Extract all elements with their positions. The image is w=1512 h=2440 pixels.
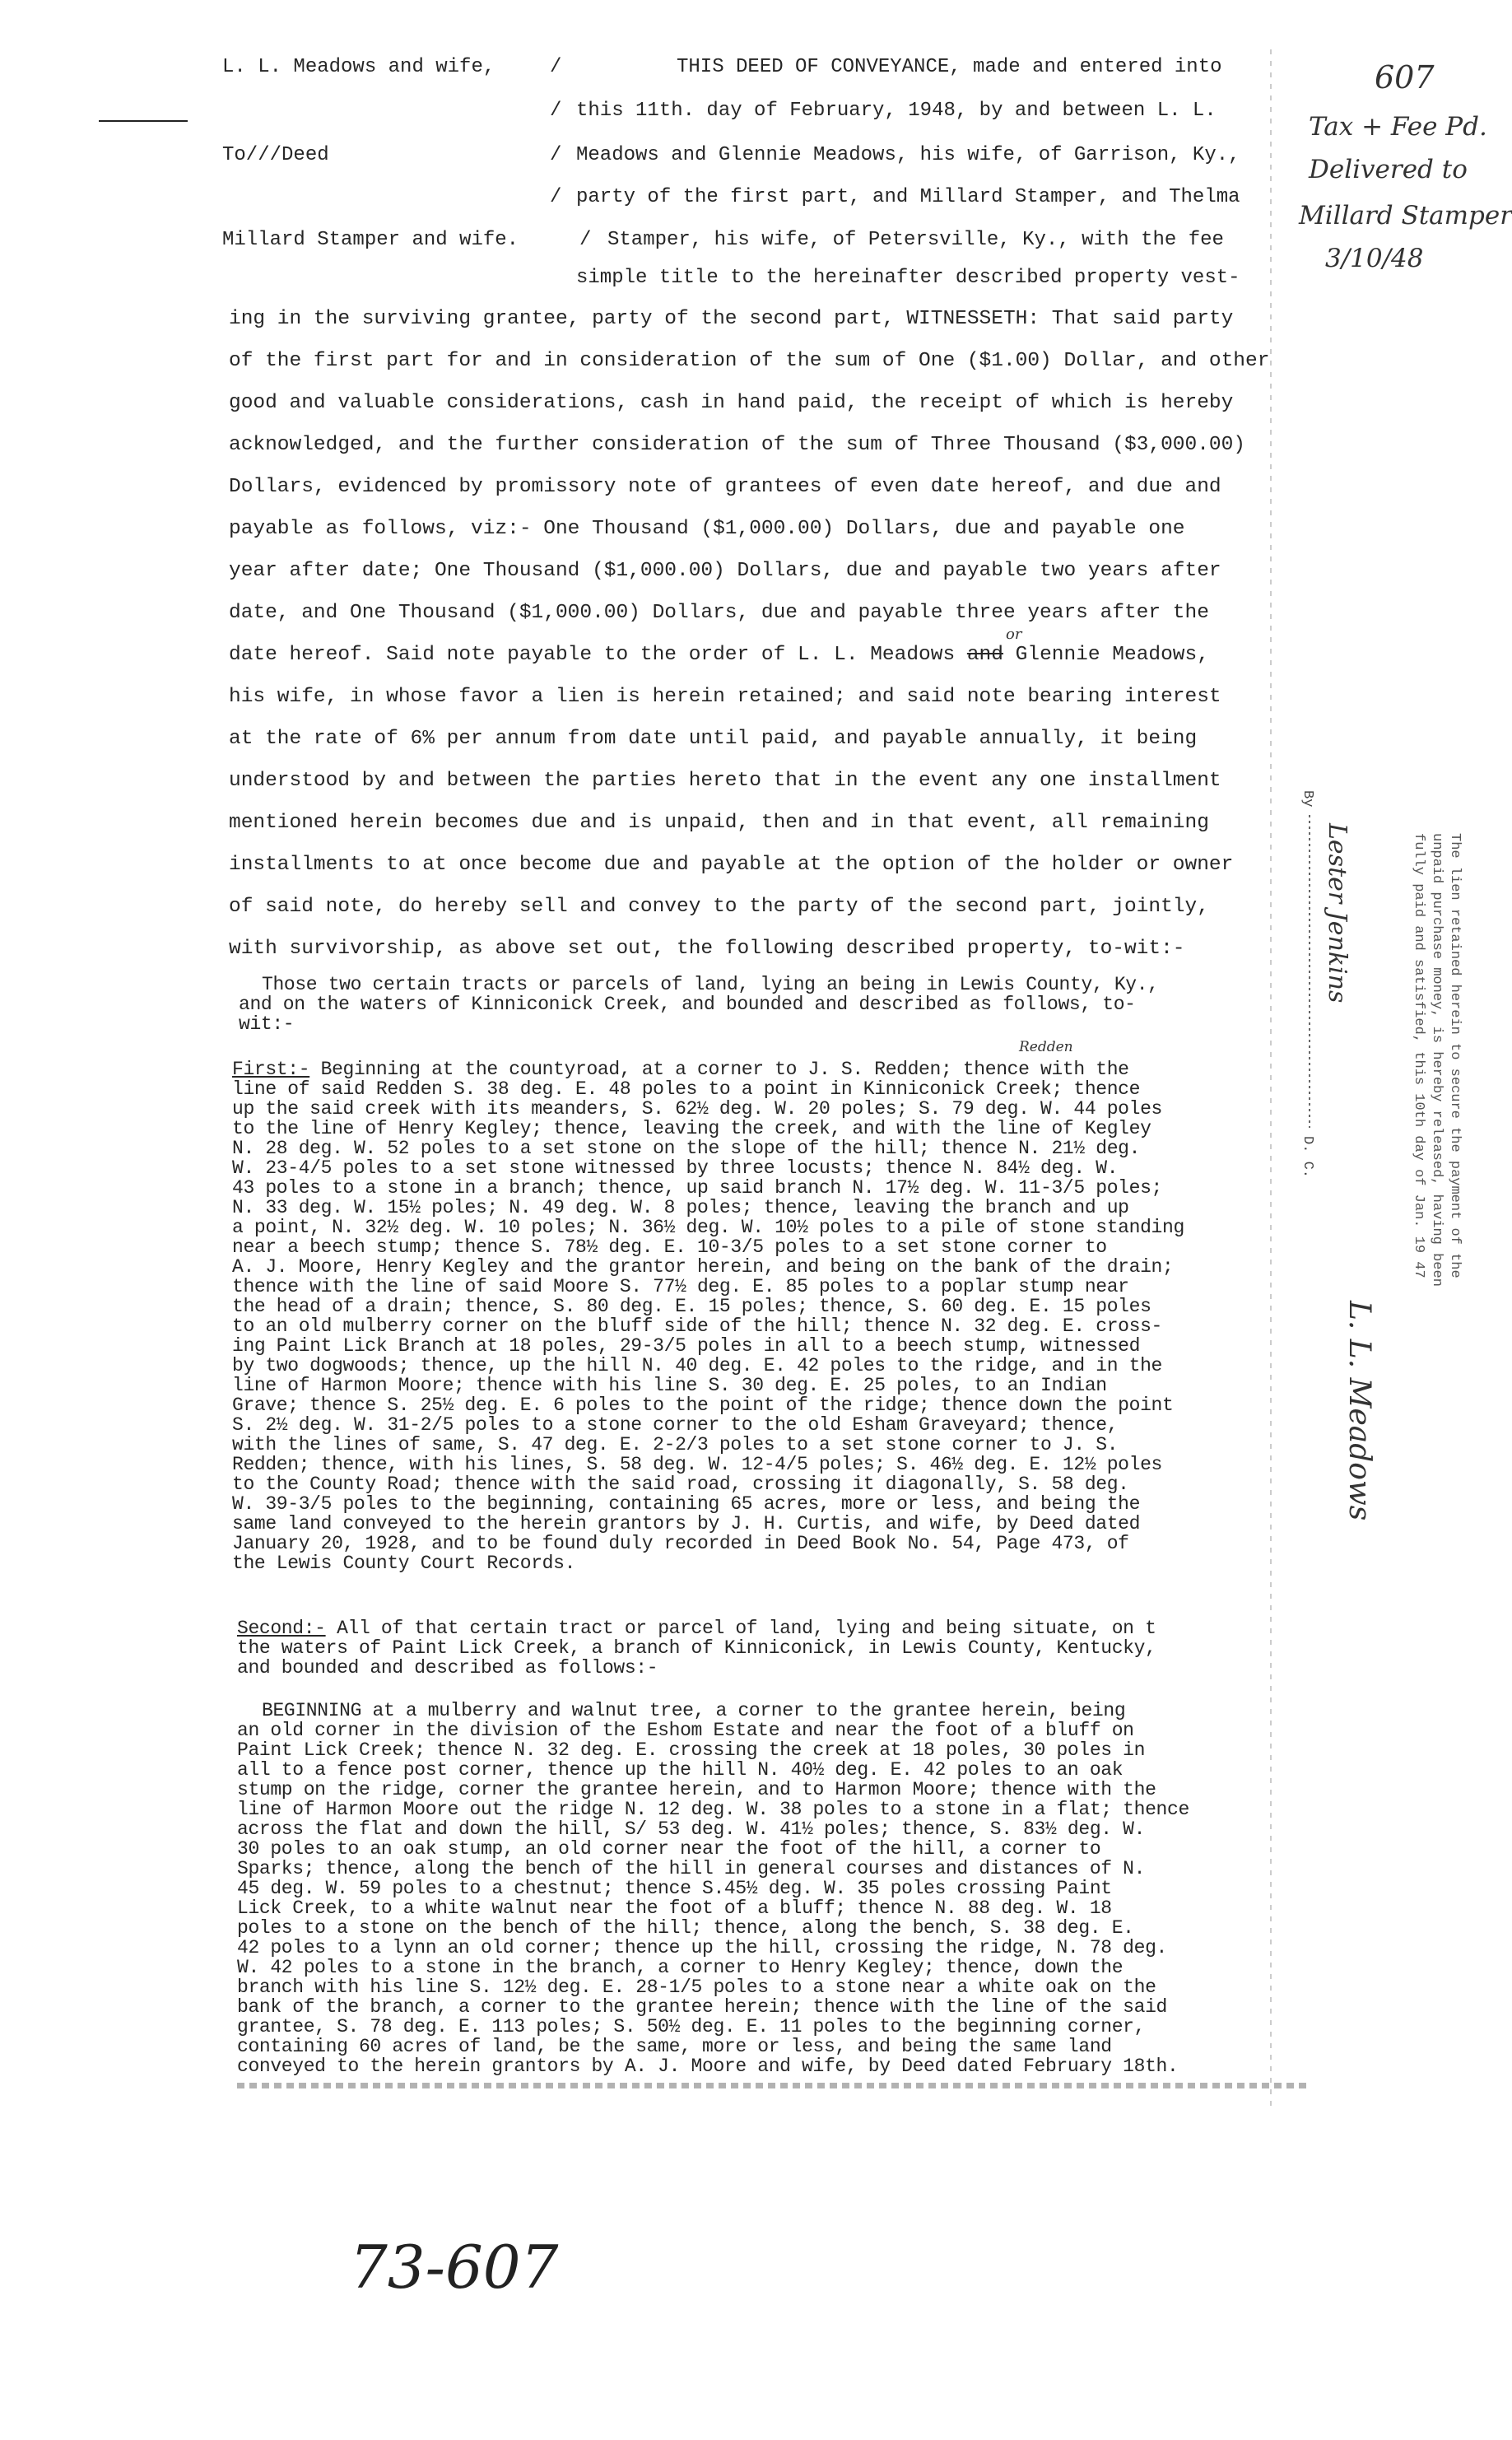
header-slash: /	[550, 56, 562, 78]
text-line: across the flat and down the hill, S/ 53 deg. W. 41½ poles; thence, S. 83½ deg. W.	[237, 1818, 1146, 1840]
margin-note-line: 3/10/48	[1325, 244, 1424, 273]
text-line: to an old mulberry corner on the bluff side of the hill; thence N. 32 deg. E. cross-	[232, 1315, 1162, 1337]
text-line: BEGINNING at a mulberry and walnut tree, a corner to the grantee herein, being	[262, 1700, 1126, 1721]
margin-note-line: Tax + Fee Pd.	[1309, 112, 1487, 142]
lien-note-line: fully paid and satisfied, this 10th day of Jan. 19 47	[1411, 833, 1426, 1278]
text-line: up the said creek with its meanders, S. 62½ deg. W. 20 poles; S. 79 deg. W. 44 poles	[232, 1098, 1162, 1120]
text-line: the Lewis County Court Records.	[232, 1553, 576, 1574]
body-line: with survivorship, as above set out, the following described property, to-wit:-	[229, 938, 1185, 960]
text-line: thence with the line of said Moore S. 77½ deg. E. 85 poles to a poplar stump near	[232, 1276, 1129, 1297]
text-line: by two dogwoods; thence, up the hill N. 40 deg. E. 42 poles to the ridge, and in the	[232, 1355, 1162, 1376]
text-line: N. 33 deg. W. 15½ poles; N. 49 deg. W. 8 poles; thence, leaving the branch and up	[232, 1197, 1129, 1218]
body-line: year after date; One Thousand ($1,000.00) Dollars, due and payable two years after	[229, 560, 1221, 582]
body-line: mentioned herein becomes due and is unpaid, then and in that event, all remaining	[229, 812, 1209, 834]
text-line: stump on the ridge, corner the grantee herein, and to Harmon Moore; thence with the	[237, 1779, 1156, 1800]
text-line: conveyed to the herein grantors by A. J. Moore and wife, by Deed dated February 18th.	[237, 2056, 1179, 2077]
first-label: First:-	[232, 1059, 310, 1080]
lien-note-line: The lien retained herein to secure the payment of the	[1447, 833, 1463, 1278]
intro-line: party of the first part, and Millard Stamper, and Thelma	[576, 186, 1240, 208]
text-line: 30 poles to an oak stump, an old corner near the foot of the hill, a corner to	[237, 1838, 1101, 1860]
text-line: Redden; thence, with his lines, S. 58 deg. W. 12-4/5 poles; S. 46½ deg. E. 12½ poles	[232, 1454, 1162, 1475]
text-line: W. 39-3/5 poles to the beginning, containing 65 acres, more or less, and being the	[232, 1493, 1141, 1515]
text-line: grantee, S. 78 deg. E. 113 poles; S. 50½ deg. E. 11 poles to the beginning corner,	[237, 2016, 1146, 2037]
text-line: the waters of Paint Lick Creek, a branch of Kinniconick, in Lewis County, Kentucky,	[237, 1637, 1156, 1659]
text-line: and on the waters of Kinniconick Creek, and bounded and described as follows, to-	[239, 994, 1136, 1015]
text-line: line of said Redden S. 38 deg. E. 48 poles to a point in Kinniconick Creek; thence	[232, 1078, 1141, 1100]
text-line: A. J. Moore, Henry Kegley and the grantor herein, and being on the bank of the drain;	[232, 1256, 1174, 1278]
header-slash: /	[550, 144, 562, 166]
footer-number: 73-607	[350, 2233, 559, 2302]
text-line: bank of the branch, a corner to the grantee herein; thence with the line of the said	[237, 1996, 1167, 2018]
intro-line: Stamper, his wife, of Petersville, Ky., with the fee	[607, 229, 1224, 251]
intro-line: THIS DEED OF CONVEYANCE, made and entered into	[677, 56, 1222, 78]
text-line: all to a fence post corner, thence up the hill N. 40½ deg. E. 42 poles to an oak	[237, 1759, 1124, 1781]
inserted-redden: Redden	[1019, 1039, 1073, 1055]
clerk-signature: Lester Jenkins	[1323, 823, 1351, 1003]
text-line: and bounded and described as follows:-	[237, 1657, 658, 1679]
text-line: Grave; thence S. 25½ deg. E. 6 poles to the point of the ridge; thence down the point	[232, 1395, 1174, 1416]
text-line: containing 60 acres of land, be the same, more or less, and being the same land	[237, 2036, 1112, 2057]
cutoff-line-fragment	[237, 2083, 1307, 2088]
body-line: payable as follows, viz:- One Thousand ($1,000.00) Dollars, due and payable one	[229, 518, 1185, 540]
margin-rule	[99, 120, 188, 122]
body-line: of the first part for and in consideration of the sum of One ($1.00) Dollar, and other	[229, 350, 1270, 372]
body-line: at the rate of 6% per annum from date until paid, and payable annually, it being	[229, 728, 1198, 750]
to-deed-label: To///Deed	[222, 144, 329, 166]
body-line: understood by and between the parties hereto that in the event any one installment	[229, 770, 1221, 792]
text-line: 43 poles to a stone in a branch; thence, up said branch N. 17½ deg. W. 11-3/5 poles;	[232, 1177, 1162, 1199]
text-line: ing Paint Lick Branch at 18 poles, 29-3/5 poles in all to a beech stump, witnessed	[232, 1335, 1141, 1357]
second-tract	[237, 1618, 1156, 1678]
beginning-description	[237, 1701, 1189, 2076]
text-line: Beginning at the countyroad, at a corner to J. S. Redden; thence with the	[309, 1059, 1129, 1080]
text-line: Paint Lick Creek; thence N. 32 deg. E. crossing the creek at 18 poles, 30 poles in	[237, 1739, 1146, 1761]
text-line: N. 28 deg. W. 52 poles to a set stone on the slope of the hill; thence N. 21½ deg.	[232, 1138, 1141, 1159]
body-line: good and valuable considerations, cash in hand paid, the receipt of which is hereby	[229, 392, 1234, 414]
header-slash: /	[550, 100, 562, 122]
text-line: to the County Road; thence with the said road, crossing it diagonally, S. 58 deg.	[232, 1474, 1129, 1495]
text-line: an old corner in the division of the Eshom Estate and near the foot of a bluff on	[237, 1720, 1134, 1741]
intro-line: simple title to the hereinafter described property vest-	[576, 267, 1240, 289]
lien-release-note	[1409, 833, 1463, 1287]
page-number: 607	[1375, 59, 1435, 95]
grantors-label: L. L. Meadows and wife,	[222, 56, 495, 78]
text-line: poles to a stone on the bench of the hill; thence, along the bench, S. 38 deg. E.	[237, 1917, 1134, 1939]
text-line: Lick Creek, to a white walnut near the foot of a bluff; thence N. 88 deg. W. 18	[237, 1898, 1112, 1919]
tracts-intro	[239, 975, 1159, 1034]
text-line: same land conveyed to the herein grantors by J. H. Curtis, and wife, by Deed dated	[232, 1513, 1141, 1534]
text-line: to the line of Henry Kegley; thence, leaving the creek, and with the line of Kegley	[232, 1118, 1151, 1139]
body-line: Dollars, evidenced by promissory note of grantees of even date hereof, and due and	[229, 476, 1221, 498]
by-label: By	[1300, 790, 1315, 808]
text-line: Those two certain tracts or parcels of land, lying an being in Lewis County, Ky.,	[262, 974, 1159, 995]
margin-note-line: Delivered to	[1309, 155, 1468, 184]
body-line: installments to at once become due and payable at the option of the holder or owner	[229, 854, 1234, 876]
text-line: line of Harmon Moore; thence with his line S. 30 deg. E. 25 poles, to an Indian	[232, 1375, 1107, 1396]
header-slash: /	[579, 229, 592, 251]
text-line: wit:-	[239, 1013, 295, 1035]
lien-signature: L. L. Meadows	[1342, 1301, 1376, 1521]
text-line: branch with his line S. 12½ deg. E. 28-1/5 poles to a stone near a white oak on the	[237, 1977, 1156, 1998]
body-line: acknowledged, and the further consideration of the sum of Three Thousand ($3,000.00)	[229, 434, 1246, 456]
intro-line: Meadows and Glennie Meadows, his wife, of Garrison, Ky.,	[576, 144, 1240, 166]
text-line: 42 poles to a lynn an old corner; thence up the hill, crossing the ridge, N. 78 deg.	[237, 1937, 1167, 1958]
text-line: W. 23-4/5 poles to a set stone witnessed by three locusts; thence N. 84½ deg. W.	[232, 1157, 1119, 1179]
margin-note-line: Millard Stamper	[1299, 201, 1512, 230]
first-tract	[232, 1059, 1184, 1573]
text-line: with the lines of same, S. 47 deg. E. 2-2/3 poles to a set stone corner to J. S.	[232, 1434, 1119, 1455]
text-line: a point, N. 32½ deg. W. 10 poles; N. 36½ deg. W. 10½ poles to a pile of stone standing	[232, 1217, 1184, 1238]
body-line: of said note, do hereby sell and convey to the party of the second part, jointly,	[229, 896, 1209, 918]
second-label: Second:-	[237, 1618, 326, 1639]
grantees-label: Millard Stamper and wife.	[222, 229, 519, 251]
lien-note-line: unpaid purchase money, is hereby released, having been	[1429, 833, 1445, 1287]
text-line: the head of a drain; thence, S. 80 deg. E. 15 poles; thence, S. 60 deg. E. 15 poles	[232, 1296, 1151, 1317]
header-slash: /	[550, 186, 562, 208]
body-line-edited: date hereof. Said note payable to the order of L. L. Meadows and Glennie Meadows,	[229, 644, 1209, 666]
text-line: Sparks; thence, along the bench of the hill in general courses and distances of N.	[237, 1858, 1146, 1879]
body-line: ing in the surviving grantee, party of the second part, WITNESSETH: That said party	[229, 308, 1234, 330]
struck-word: and	[966, 644, 1003, 666]
intro-line: this 11th. day of February, 1948, by and between L. L.	[576, 100, 1217, 122]
text-line: near a beech stump; thence S. 78½ deg. E. 10-3/5 poles to a set stone corner to	[232, 1236, 1107, 1258]
text-line: line of Harmon Moore out the ridge N. 12 deg. W. 38 poles to a stone in a flat; thence	[237, 1799, 1189, 1820]
text-line: All of that certain tract or parcel of land, lying and being situate, on t	[325, 1618, 1156, 1639]
text-line: January 20, 1928, and to be found duly recorded in Deed Book No. 54, Page 473, of	[232, 1533, 1129, 1554]
text-line: W. 42 poles to a stone in the branch, a corner to Henry Kegley; thence, down the	[237, 1957, 1124, 1978]
text-line: S. 2½ deg. W. 31-2/5 poles to a stone corner to the old Esham Graveyard; thence,	[232, 1414, 1119, 1436]
inserted-or: or	[1006, 626, 1022, 643]
text-line: 45 deg. W. 59 poles to a chestnut; thence S.45½ deg. W. 35 poles crossing Paint	[237, 1878, 1112, 1899]
body-line: his wife, in whose favor a lien is herein retained; and said note bearing interest	[229, 686, 1221, 708]
clerk-dotted-line	[1309, 815, 1310, 1128]
margin-border	[1270, 49, 1272, 2107]
body-line: date, and One Thousand ($1,000.00) Dollars, due and payable three years after the	[229, 602, 1209, 624]
dc-label: D. C.	[1300, 1136, 1315, 1179]
